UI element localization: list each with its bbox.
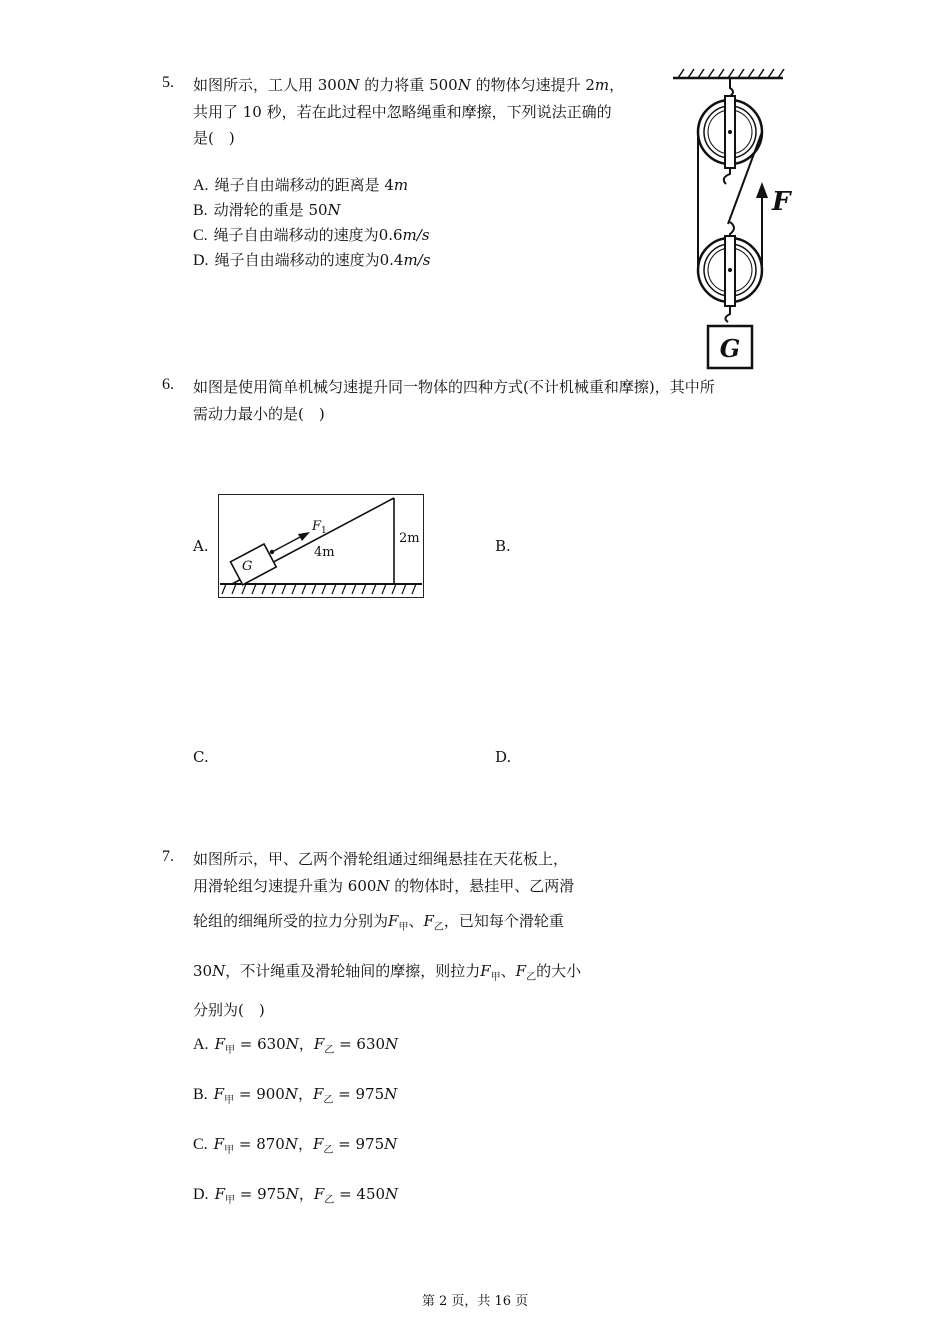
top-hook bbox=[730, 78, 733, 96]
question-7-option-c[interactable]: C. $F_甲 = 870N$，$F_乙 = 975N$ bbox=[193, 1135, 398, 1156]
weight-label-g: G bbox=[719, 334, 741, 363]
question-6-option-d-letter[interactable]: D. bbox=[495, 748, 512, 766]
incline-height-label: 2m bbox=[399, 531, 420, 546]
incline-length-label: 4m bbox=[314, 545, 335, 560]
question-6-incline-figure[interactable] bbox=[218, 494, 424, 598]
question-5-stem-line-1: 如图所示，工人用 300N 的力将重 500N 的物体匀速提升 2m， bbox=[193, 76, 625, 94]
question-7-number: 7. bbox=[162, 848, 174, 865]
weight-hook bbox=[725, 306, 730, 322]
question-6-stem-line-1: 如图是使用简单机械匀速提升同一物体的四种方式(不计机械重和摩擦)，其中所 bbox=[193, 378, 715, 396]
question-6-number: 6. bbox=[162, 376, 174, 393]
incline-block-label: G bbox=[242, 559, 253, 574]
page-footer: 第 2 页，共 16 页 bbox=[421, 1294, 529, 1309]
question-5-option-a[interactable]: A. 绳子自由端移动的距离是 4m bbox=[193, 176, 409, 194]
question-6-stem-line-2: 需动力最小的是( ) bbox=[193, 405, 325, 423]
question-7-stem-line-2: 用滑轮组匀速提升重为 600N 的物体时，悬挂甲、乙两滑 bbox=[193, 877, 575, 895]
question-7-stem-line-1: 如图所示，甲、乙两个滑轮组通过细绳悬挂在天花板上， bbox=[193, 850, 569, 868]
question-5-option-c[interactable]: C. 绳子自由端移动的速度为0.6m/s bbox=[193, 226, 430, 244]
question-7-stem-line-4: 30N，不计绳重及滑轮轴间的摩擦，则拉力$F_甲$、$F_乙$的大小 bbox=[193, 962, 582, 983]
fixed-pulley-lower-hook bbox=[724, 168, 730, 184]
incline-force-label: $F_1$ bbox=[312, 519, 327, 536]
question-5-option-b[interactable]: B. 动滑轮的重是 50N bbox=[193, 201, 341, 219]
question-6-option-c-letter[interactable]: C. bbox=[193, 748, 209, 766]
question-5-pulley-figure bbox=[668, 64, 798, 374]
question-5-option-d[interactable]: D. 绳子自由端移动的速度为0.4m/s bbox=[193, 251, 431, 269]
question-7-stem-line-3: 轮组的细绳所受的拉力分别为$F_甲$、$F_乙$，已知每个滑轮重 bbox=[193, 912, 564, 933]
question-7-stem-line-5: 分别为( ) bbox=[193, 1001, 265, 1019]
question-6-option-b-letter[interactable]: B. bbox=[495, 537, 511, 555]
question-5-stem-line-2: 共用了 10 秒，若在此过程中忽略绳重和摩擦，下列说法正确的 bbox=[193, 103, 612, 121]
force-arrow-head bbox=[756, 182, 768, 198]
ceiling-hatch bbox=[678, 69, 784, 78]
force-label-f: F bbox=[772, 187, 791, 217]
question-7-option-d[interactable]: D. $F_甲 = 975N$，$F_乙 = 450N$ bbox=[193, 1185, 399, 1206]
question-7-option-b[interactable]: B. $F_甲 = 900N$，$F_乙 = 975N$ bbox=[193, 1085, 398, 1106]
question-5-number: 5. bbox=[162, 74, 174, 91]
question-5-stem-line-3: 是( ) bbox=[193, 129, 235, 147]
movable-pulley bbox=[698, 222, 762, 306]
question-7-option-a[interactable]: A. $F_甲 = 630N$，$F_乙 = 630N$ bbox=[193, 1035, 399, 1056]
question-6-option-a-letter[interactable]: A. bbox=[193, 537, 209, 555]
